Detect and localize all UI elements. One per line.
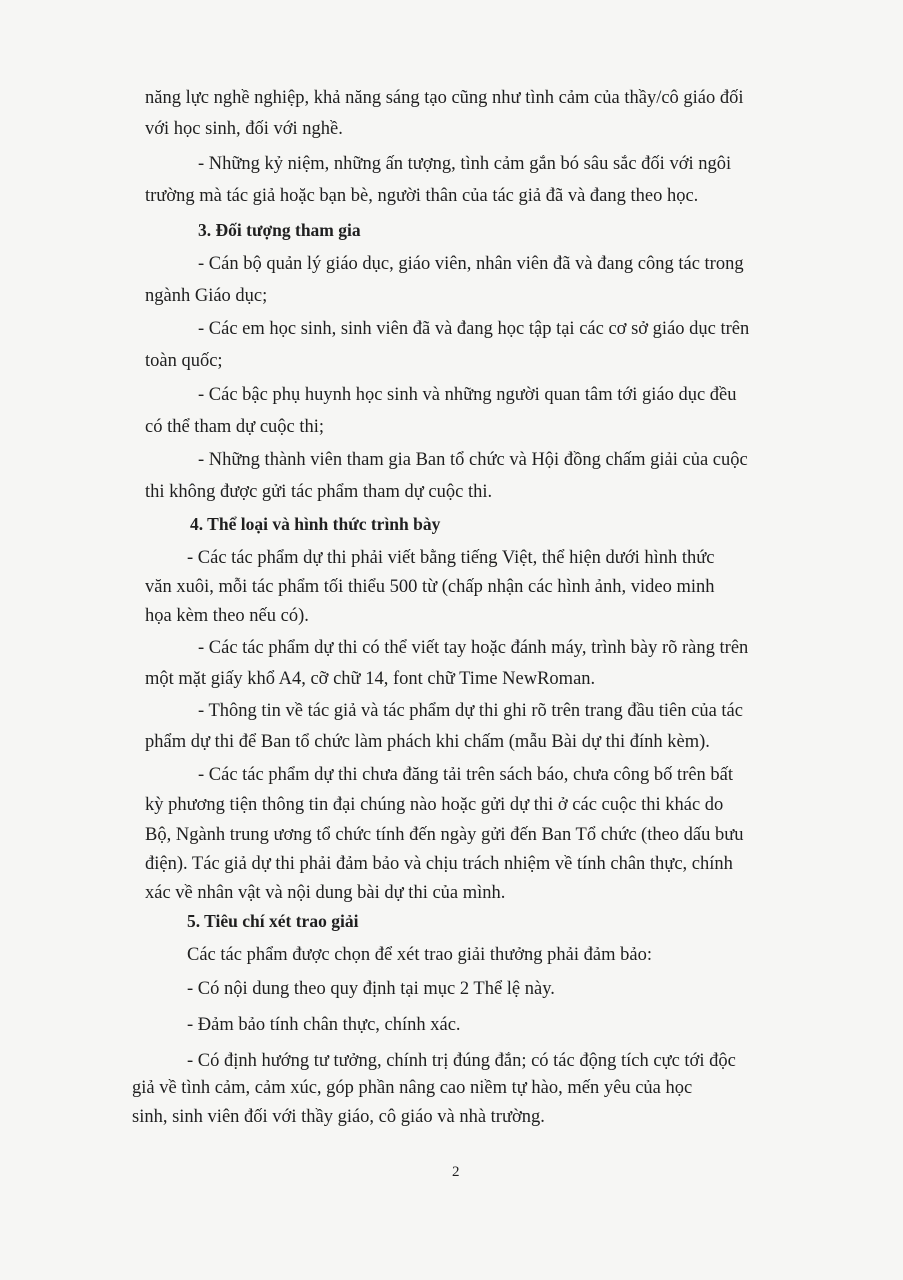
body-line: - Có nội dung theo quy định tại mục 2 Thể lệ này. xyxy=(187,979,555,999)
body-line: xác về nhân vật và nội dung bài dự thi của mình. xyxy=(145,883,506,903)
body-line: có thể tham dự cuộc thi; xyxy=(145,417,325,437)
body-line: - Các tác phẩm dự thi có thể viết tay hoặc đánh máy, trình bày rõ ràng trên xyxy=(198,638,749,658)
body-line: - Những kỷ niệm, những ấn tượng, tình cảm gắn bó sâu sắc đối với ngôi xyxy=(198,154,732,174)
body-line: giả về tình cảm, cảm xúc, góp phần nâng cao niềm tự hào, mến yêu của học xyxy=(132,1078,693,1098)
body-line: kỳ phương tiện thông tin đại chúng nào hoặc gửi dự thi ở các cuộc thi khác do xyxy=(145,795,724,815)
body-line: - Các tác phẩm dự thi chưa đăng tải trên sách báo, chưa công bố trên bất xyxy=(198,765,734,785)
body-line: năng lực nghề nghiệp, khả năng sáng tạo cũng như tình cảm của thầy/cô giáo đối xyxy=(145,88,744,108)
body-line: - Các bậc phụ huynh học sinh và những người quan tâm tới giáo dục đều xyxy=(198,385,737,405)
body-line: - Có định hướng tư tưởng, chính trị đúng đắn; có tác động tích cực tới độc xyxy=(187,1051,736,1071)
body-line: - Cán bộ quản lý giáo dục, giáo viên, nhân viên đã và đang công tác trong xyxy=(198,254,744,274)
body-line: toàn quốc; xyxy=(145,351,223,371)
body-line: sinh, sinh viên đối với thầy giáo, cô giáo và nhà trường. xyxy=(132,1107,545,1127)
body-line: một mặt giấy khổ A4, cỡ chữ 14, font chữ Time NewRoman. xyxy=(145,669,596,689)
body-line: với học sinh, đối với nghề. xyxy=(145,119,343,139)
body-line: - Thông tin về tác giả và tác phẩm dự thi ghi rõ trên trang đầu tiên của tác xyxy=(198,701,743,721)
body-line: Bộ, Ngành trung ương tổ chức tính đến ngày gửi đến Ban Tổ chức (theo dấu bưu xyxy=(145,825,744,845)
page-number: 2 xyxy=(452,1164,460,1180)
body-line: Các tác phẩm được chọn để xét trao giải thưởng phải đảm bảo: xyxy=(187,945,652,965)
body-line: ngành Giáo dục; xyxy=(145,286,268,306)
section-heading-criteria: 5. Tiêu chí xét trao giải xyxy=(187,911,359,931)
section-heading-participants: 3. Đối tượng tham gia xyxy=(198,220,361,240)
body-line: trường mà tác giả hoặc bạn bè, người thân của tác giả đã và đang theo học. xyxy=(145,186,699,206)
body-line: - Các tác phẩm dự thi phải viết bằng tiếng Việt, thể hiện dưới hình thức xyxy=(187,548,715,568)
body-line: thi không được gửi tác phẩm tham dự cuộc thi. xyxy=(145,482,493,502)
body-line: - Các em học sinh, sinh viên đã và đang học tập tại các cơ sở giáo dục trên xyxy=(198,319,750,339)
section-heading-format: 4. Thể loại và hình thức trình bày xyxy=(190,514,441,534)
body-line: họa kèm theo nếu có). xyxy=(145,606,309,626)
body-line: phẩm dự thi để Ban tổ chức làm phách khi chấm (mẫu Bài dự thi đính kèm). xyxy=(145,732,710,752)
body-line: văn xuôi, mỗi tác phẩm tối thiểu 500 từ (chấp nhận các hình ảnh, video minh xyxy=(145,577,715,597)
body-line: - Đảm bảo tính chân thực, chính xác. xyxy=(187,1015,461,1035)
body-line: - Những thành viên tham gia Ban tổ chức và Hội đồng chấm giải của cuộc xyxy=(198,450,748,470)
body-line: điện). Tác giả dự thi phải đảm bảo và chịu trách nhiệm về tính chân thực, chính xyxy=(145,854,733,874)
